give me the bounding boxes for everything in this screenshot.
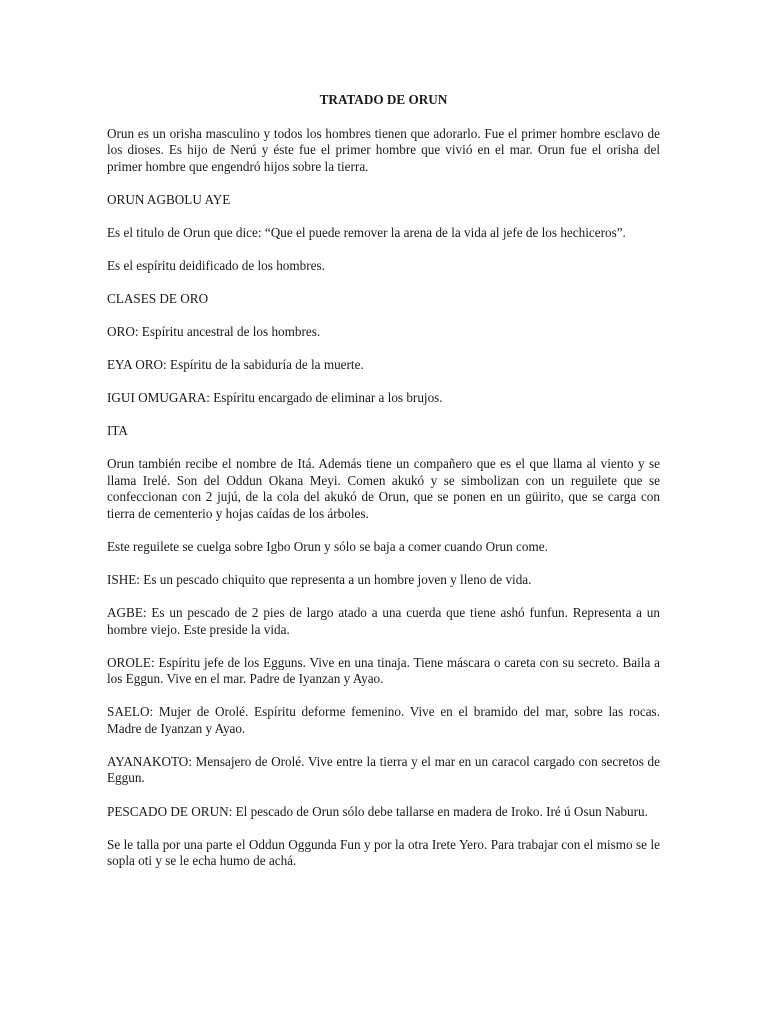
paragraph-reguilete: Este reguilete se cuelga sobre Igbo Orun y sólo se baja a comer cuando Orun come.: [107, 538, 548, 554]
paragraph-igui-omugara: IGUI OMUGARA: Espíritu encargado de eliminar a los brujos.: [107, 390, 443, 406]
paragraph-titulo: Es el titulo de Orun que dice: “Que el puede remover la arena de la vida al jefe de los hechiceros”.: [107, 224, 626, 240]
paragraph-agbe: AGBE: Es un pescado de 2 pies de largo atado a una cuerda que tiene ashó funfun. Representa a un hombre viejo. Este preside la vida.: [107, 605, 660, 637]
paragraph-pescado-de-orun: PESCADO DE ORUN: El pescado de Orun sólo debe tallarse en madera de Iroko. Iré ú Osun Naburu.: [107, 803, 648, 819]
document-body: [107, 92, 660, 886]
paragraph-espiritu: Es el espíritu deidificado de los hombres.: [107, 257, 325, 273]
heading-clases-de-oro: CLASES DE ORO: [107, 290, 209, 306]
paragraph-ishe: ISHE: Es un pescado chiquito que representa a un hombre joven y lleno de vida.: [107, 572, 532, 588]
document-title: TRATADO DE ORUN: [319, 92, 448, 107]
paragraph-oro: ORO: Espíritu ancestral de los hombres.: [107, 323, 321, 339]
heading-orun-agbolu-aye: ORUN AGBOLU AYE: [107, 191, 231, 207]
paragraph-ita: Orun también recibe el nombre de Itá. Además tiene un compañero que es el que llama al viento y se llama Irelé. Son del Oddun Okana Meyi. Comen akukó y se simbolizan con un reguilete que se confeccionan con 2 jujú, de la cola del akukó de Orun, que se ponen en un güirito, que se carga con tierra de cementerio y hojas caídas de los árboles.: [107, 456, 660, 521]
paragraph-intro: Orun es un orisha masculino y todos los hombres tienen que adorarlo. Fue el primer hombre esclavo de los dioses. Es hijo de Nerú y éste fue el primer hombre que vivió en el mar. Orun fue el orisha del primer hombre que engendró hijos sobre la tierra.: [107, 125, 660, 174]
paragraph-talla: Se le talla por una parte el Oddun Oggunda Fun y por la otra Irete Yero. Para trabajar con el mismo se le sopla oti y se le echa humo de achá.: [107, 836, 660, 869]
paragraph-ayanakoto: AYANAKOTO: Mensajero de Orolé. Vive entre la tierra y el mar en un caracol cargado con secretos de Eggun.: [107, 753, 660, 786]
paragraph-saelo: SAELO: Mujer de Orolé. Espíritu deforme femenino. Vive en el bramido del mar, sobre las rocas. Madre de Iyanzan y Ayao.: [107, 704, 660, 736]
paragraph-orole: OROLE: Espíritu jefe de los Egguns. Vive en una tinaja. Tiene máscara o careta con su secreto. Baila a los Eggun. Vive en el mar. Padre de Iyanzan y Ayao.: [107, 654, 660, 687]
paragraph-eya-oro: EYA ORO: Espíritu de la sabiduría de la muerte.: [107, 357, 364, 373]
heading-ita: ITA: [107, 423, 128, 439]
